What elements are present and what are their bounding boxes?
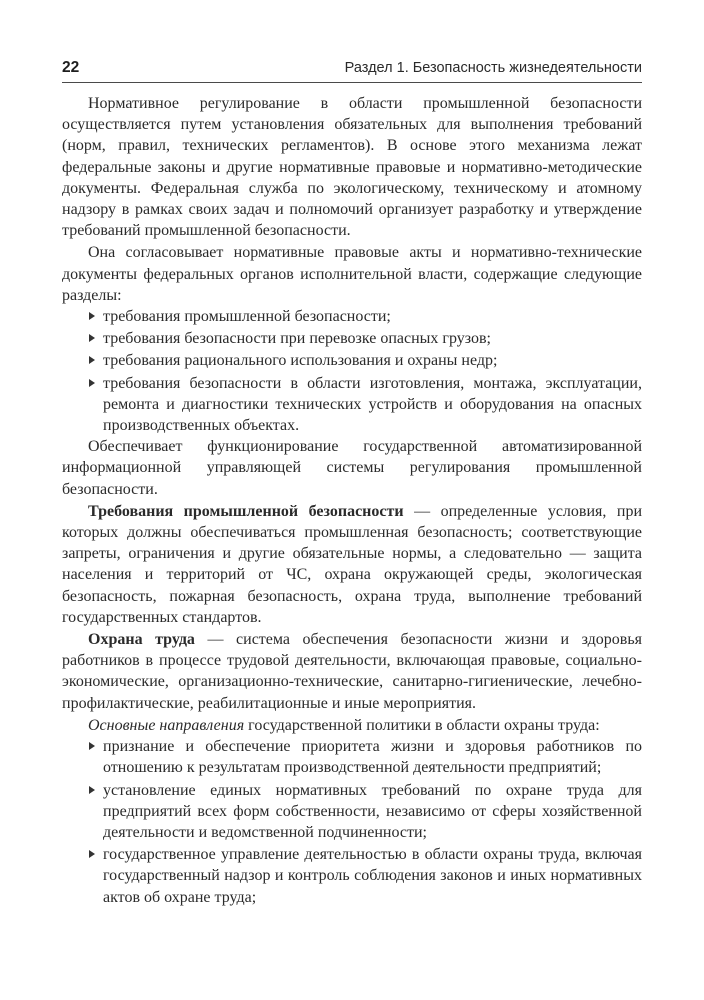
- definition-labor-protection: — система обеспечения безопасности жизни и здоровья работников в процессе трудовой деятельности, включающая правовые, социально-экономические, организационно-технические, санитарно-гигиенические, лечебно-профилактические, реабилитационные и иные мероприятия.: [62, 631, 643, 712]
- triangle-bullet-icon: [89, 742, 95, 750]
- page-body: [62, 93, 642, 908]
- paragraph-safety-requirements: [62, 501, 642, 628]
- list-item-text: требования безопасности при перевозке опасных грузов;: [103, 330, 491, 348]
- paragraph-policy-directions: [62, 715, 642, 736]
- paragraph-coordination: Она согласовывает нормативные правовые акты и нормативно-технические документы федеральных органов исполнительной власти, содержащие следующие разделы:: [62, 244, 642, 304]
- triangle-bullet-icon: [89, 786, 95, 794]
- list-item-text: государственное управление деятельностью в области охраны труда, включая государственный надзор и контроль соблюдения законов и иных нормативных актов об охране труда;: [103, 846, 642, 906]
- triangle-bullet-icon: [89, 312, 95, 320]
- list-item: [62, 780, 642, 844]
- list-item-text: признание и обеспечение приоритета жизни и здоровья работников по отношению к результатам производственной деятельности предприятий;: [103, 738, 642, 777]
- running-title: Раздел 1. Безопасность жизнедеятельности: [344, 60, 642, 76]
- list-item-text: требования промышленной безопасности;: [103, 308, 391, 326]
- list-item-text: требования рационального использования и охраны недр;: [103, 352, 498, 370]
- term-safety-requirements: Требования промышленной безопасности: [88, 502, 404, 520]
- triangle-bullet-icon: [89, 850, 95, 858]
- triangle-bullet-icon: [89, 334, 95, 342]
- triangle-bullet-icon: [89, 379, 95, 387]
- list-item: [62, 736, 642, 778]
- list-item: [62, 350, 642, 371]
- triangle-bullet-icon: [89, 356, 95, 364]
- list-item-text: установление единых нормативных требований по охране труда для предприятий всех форм собственности, независимо от сферы хозяйственной деятельности и ведомственной подчиненности;: [103, 781, 642, 841]
- policy-directions-list: [62, 736, 642, 908]
- list-item: [62, 328, 642, 349]
- header-rule: [62, 82, 642, 83]
- page-number: 22: [62, 59, 80, 76]
- list-item-text: требования безопасности в области изготовления, монтажа, эксплуатации, ремонта и диагностики технических устройств и оборудования на опасных производственных объектах.: [103, 374, 642, 435]
- list-item: [62, 844, 642, 908]
- list-item: [62, 306, 642, 327]
- italic-main-directions: Основные направления: [88, 716, 245, 734]
- policy-directions-text: государственной политики в области охраны труда:: [244, 716, 600, 734]
- term-labor-protection: Охрана труда: [88, 631, 195, 649]
- paragraph-regulation: Нормативное регулирование в области промышленной безопасности осуществляется путем установления обязательных для выполнения требований (норм, правил, технических регламентов). В основе этого механизма лежат федеральные законы и другие нормативные правовые и нормативно-методические документы. Федеральная служба по экологическому, техническому и атомному надзору в рамках своих задач и полномочий организует разработку и утверждение требований промышленной безопасности.: [62, 95, 642, 240]
- paragraph-information-system: Обеспечивает функционирование государственной автоматизированной информационной управляющей системы регулирования промышленной безопасности.: [62, 438, 642, 498]
- list-item: [62, 373, 642, 437]
- sections-list: [62, 306, 642, 436]
- page-header: [62, 58, 642, 82]
- paragraph-labor-protection: [62, 629, 642, 714]
- definition-safety-requirements: — определенные условия, при которых должны обеспечиваться промышленная безопасность; соответствующие запреты, ограничения и другие обязательные нормы, а следовательно — защита населения и территорий от ЧС, охрана окружающей среды, экологическая безопасность, пожарная безопасность, охрана труда, выполнение требований государственных стандартов.: [62, 502, 643, 626]
